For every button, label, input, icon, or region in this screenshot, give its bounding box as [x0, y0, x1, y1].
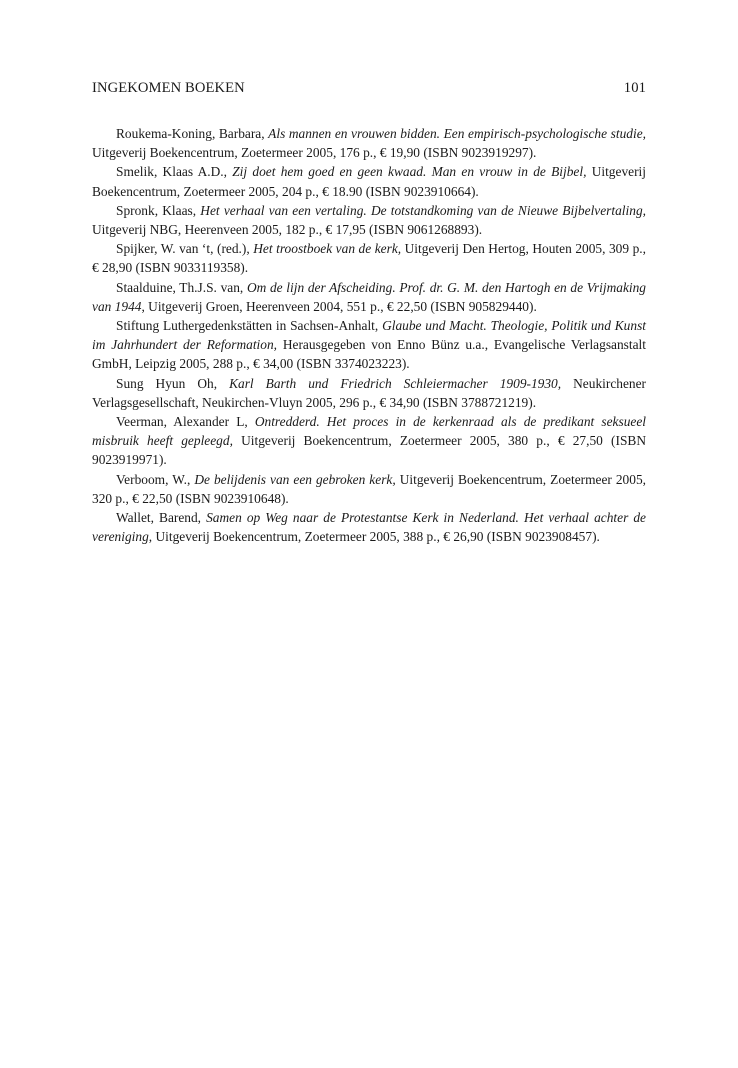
entry-author: Veerman, Alexander L, — [116, 414, 255, 430]
entry-author: Spijker, W. van ‘t, (red.), — [116, 241, 254, 257]
book-entry — [92, 470, 646, 508]
entry-details: Uitgeverij NBG, Heerenveen 2005, 182 p., € 17,95 (ISBN 9061268893). — [92, 222, 483, 238]
entry-details: Herausgegeben von Enno Bünz u.a., Evangelische Verlagsanstalt GmbH, Leipzig 2005, 288 p., € 34,00 (ISBN 3374023223). — [92, 337, 646, 372]
entry-title: Het troostboek van de kerk, — [253, 241, 402, 257]
entry-details: Uitgeverij Den Hertog, Houten 2005, 309 p., € 28,90 (ISBN 9033119358). — [92, 241, 646, 276]
book-entries — [92, 124, 646, 546]
entry-title: Karl Barth und Friedrich Schleiermacher 1909-1930, — [229, 375, 562, 391]
entry-details: Neukirchener Verlagsgesellschaft, Neukirchen-Vluyn 2005, 296 p., € 34,90 (ISBN 3788721219). — [92, 375, 647, 410]
book-entry — [92, 374, 646, 412]
entry-details: Uitgeverij Boekencentrum, Zoetermeer 2005, 380 p., € 27,50 (ISBN 9023919971). — [92, 433, 646, 468]
entry-author: Stiftung Luthergedenkstätten in Sachsen-Anhalt, — [116, 318, 383, 334]
page-number: 101 — [623, 80, 646, 96]
entry-title: Zij doet hem goed en geen kwaad. Man en vrouw in de Bijbel, — [232, 164, 587, 180]
entry-author: Roukema-Koning, Barbara, — [116, 126, 269, 141]
entry-details: Uitgeverij Boekencentrum, Zoetermeer 2005, 176 p., € 19,90 (ISBN 9023919297). — [92, 145, 537, 161]
entry-title: Ontredderd. Het proces in de kerkenraad als de predikant seksueel misbruik heeft gepleegd, — [92, 414, 646, 449]
entry-author: Sung Hyun Oh, — [116, 375, 230, 391]
book-entry — [92, 278, 646, 316]
entry-title: Om de lijn der Afscheiding. Prof. dr. G. M. den Hartogh en de Vrijmaking van 1944 — [92, 279, 646, 314]
book-entry — [92, 162, 646, 200]
book-entry — [92, 239, 646, 277]
entry-title: Glaube und Macht. Theologie, Politik und Kunst im Jahrhundert der Reformation, — [92, 318, 646, 353]
entry-title: De belijdenis van een gebroken kerk, — [194, 471, 396, 487]
entry-details: Uitgeverij Boekencentrum, Zoetermeer 2005, 204 p., € 18.90 (ISBN 9023910664). — [92, 164, 646, 199]
running-head — [92, 78, 646, 98]
book-entry — [92, 201, 646, 239]
book-list-page — [92, 78, 646, 546]
entry-details: Uitgeverij Boekencentrum, Zoetermeer 2005, 320 p., € 22,50 (ISBN 9023910648). — [92, 471, 646, 506]
entry-author: Staalduine, Th.J.S. van, — [116, 279, 247, 295]
entry-author: Smelik, Klaas A.D., — [116, 164, 233, 180]
entry-author: Verboom, W., — [116, 471, 195, 487]
entry-title: Samen op Weg naar de Protestantse Kerk in Nederland. Het verhaal achter de vereniging — [92, 510, 646, 545]
section-title: INGEKOMEN BOEKEN — [92, 80, 245, 96]
entry-title: Als mannen en vrouwen bidden. Een empirisch-psychologische studie, — [268, 126, 646, 141]
entry-title: Het verhaal van een vertaling. De totstandkoming van de Nieuwe Bijbelvertaling, — [200, 202, 646, 218]
entry-details: , Uitgeverij Groen, Heerenveen 2004, 551 p., € 22,50 (ISBN 905829440). — [141, 298, 537, 314]
book-entry — [92, 124, 646, 162]
entry-author: Wallet, Barend, — [116, 510, 207, 526]
entry-author: Spronk, Klaas, — [116, 202, 201, 218]
book-entry — [92, 316, 646, 374]
book-entry — [92, 412, 646, 470]
entry-details: , Uitgeverij Boekencentrum, Zoetermeer 2005, 388 p., € 26,90 (ISBN 9023908457). — [148, 529, 600, 545]
book-entry — [92, 508, 646, 546]
